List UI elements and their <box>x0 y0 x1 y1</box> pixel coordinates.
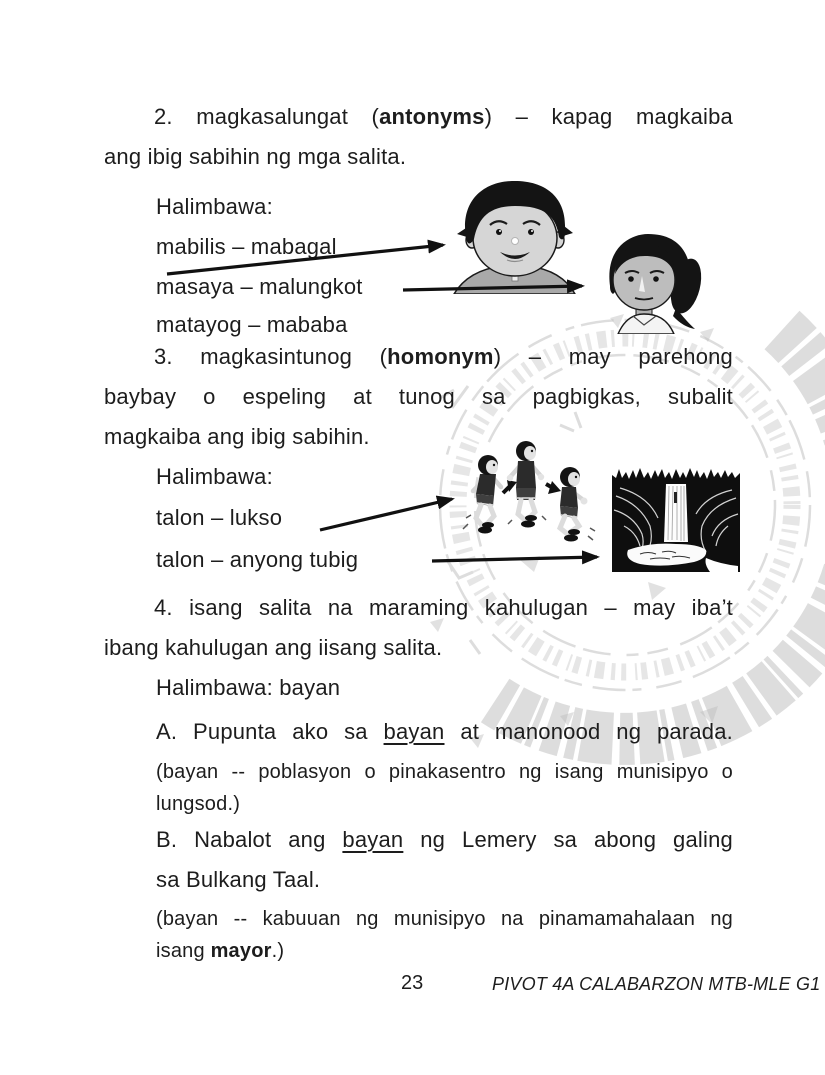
page-number: 23 <box>401 972 424 994</box>
arrow-masaya-to-happy-boy <box>167 245 443 274</box>
arrow-talon-to-waterfall <box>432 557 597 561</box>
text-line-halimbawa-bayan: Halimbawa: bayan <box>156 675 341 700</box>
text-line-pair-talon-anyong-tubig: talon – anyong tubig <box>156 547 359 572</box>
arrow-lukso-to-jumping-kids <box>320 499 452 530</box>
text-line-item4-line2: ibang kahulugan ang iisang salita. <box>104 635 443 660</box>
text-line-pair-mabilis-mabagal: mabilis – mabagal <box>156 234 337 259</box>
text-line-note-a-line2: lungsod.) <box>156 793 241 815</box>
text-line-item3-line1: 3. magkasintunog (homonym) – may parehong <box>154 344 733 369</box>
footer-source: PIVOT 4A CALABARZON MTB-MLE G1 <box>492 974 821 994</box>
text-line-item2-line1: 2. magkasalungat (antonyms) – kapag magkaiba <box>154 104 733 129</box>
text-line-pair-masaya-malungkot: masaya – malungkot <box>156 274 363 299</box>
text-line-note-b-line1: (bayan -- kabuuan ng munisipyo na pinamamahalaan ng <box>156 908 733 930</box>
text-line-halimbawa-homonym: Halimbawa: <box>156 464 273 489</box>
text-line-item2-line2: ang ibig sabihin ng mga salita. <box>104 144 407 169</box>
text-line-item3-line2: baybay o espeling at tunog sa pagbigkas, subalit <box>104 384 733 409</box>
text-line-example-b-line1: B. Nabalot ang bayan ng Lemery sa abong galing <box>156 827 733 852</box>
text-line-item4-line1: 4. isang salita na maraming kahulugan – may iba’t <box>154 595 733 620</box>
text-line-pair-matayog-mababa: matayog – mababa <box>156 312 348 337</box>
arrow-malungkot-to-sad-girl <box>403 286 582 290</box>
text-line-note-b-line2: isang mayor.) <box>156 940 285 962</box>
text-line-item3-line3: magkaiba ang ibig sabihin. <box>104 424 370 449</box>
text-line-halimbawa-antonyms: Halimbawa: <box>156 194 273 219</box>
text-line-pair-talon-lukso: talon – lukso <box>156 505 283 530</box>
text-line-note-a-line1: (bayan -- poblasyon o pinakasentro ng isang munisipyo o <box>156 761 733 783</box>
text-line-example-a: A. Pupunta ako sa bayan at manonood ng parada. <box>156 719 733 744</box>
text-line-example-b-line2: sa Bulkang Taal. <box>156 867 321 892</box>
